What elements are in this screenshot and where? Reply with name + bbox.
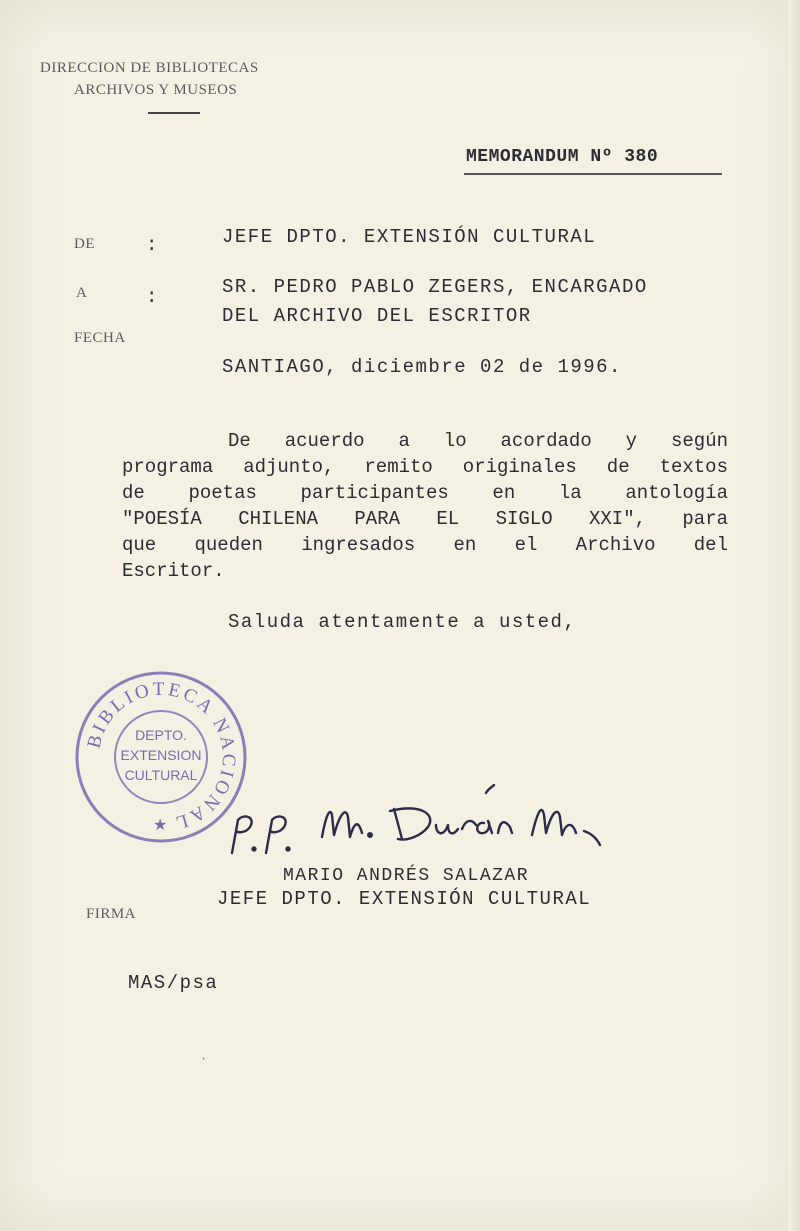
de-label: DE [74, 236, 95, 252]
signer-title: JEFE DPTO. EXTENSIÓN CULTURAL [217, 888, 592, 910]
institution-line-2: ARCHIVOS Y MUSEOS [74, 82, 238, 98]
de-colon: : [146, 234, 159, 256]
signer-name: MARIO ANDRÉS SALAZAR [283, 866, 530, 886]
closing-line: Saluda atentamente a usted, [228, 611, 577, 633]
body-line: de poetas participantes en la antología [122, 482, 728, 504]
a-label: A [76, 285, 88, 301]
memo-number-underline [464, 173, 722, 175]
handwritten-signature [222, 775, 642, 865]
typist-initials: MAS/psa [128, 972, 219, 994]
stamp-ring-text: BIBLIOTECA NACIONAL [83, 678, 240, 834]
fecha-label: FECHA [74, 330, 126, 346]
body-line: Escritor. [122, 560, 225, 582]
de-value: JEFE DPTO. EXTENSIÓN CULTURAL [222, 226, 597, 248]
header-divider [148, 112, 200, 114]
paper-speck: · [200, 1052, 208, 1066]
body-line: que queden ingresados en el Archivo del [122, 534, 728, 556]
body-line: programa adjunto, remito originales de textos [122, 456, 728, 478]
paper-edge-shadow [788, 0, 800, 1231]
stamp-center-line-1: DEPTO. [135, 727, 187, 743]
institution-line-1: DIRECCION DE BIBLIOTECAS [40, 60, 259, 76]
body-line: De acuerdo a lo acordado y según [228, 430, 728, 452]
firma-label: FIRMA [86, 906, 137, 922]
stamp-center-line-2: EXTENSION [120, 747, 202, 763]
body-line: "POESÍA CHILENA PARA EL SIGLO XXI", para [122, 508, 728, 530]
memo-number: MEMORANDUM Nº 380 [466, 147, 659, 167]
a-colon: : [146, 286, 159, 308]
stamp-center-line-3: CULTURAL [124, 767, 198, 783]
stamp-star-icon: ★ [153, 815, 168, 834]
fecha-value: SANTIAGO, diciembre 02 de 1996. [222, 356, 622, 378]
a-value-line-1: SR. PEDRO PABLO ZEGERS, ENCARGADO [222, 276, 648, 298]
a-value-line-2: DEL ARCHIVO DEL ESCRITOR [222, 305, 532, 327]
